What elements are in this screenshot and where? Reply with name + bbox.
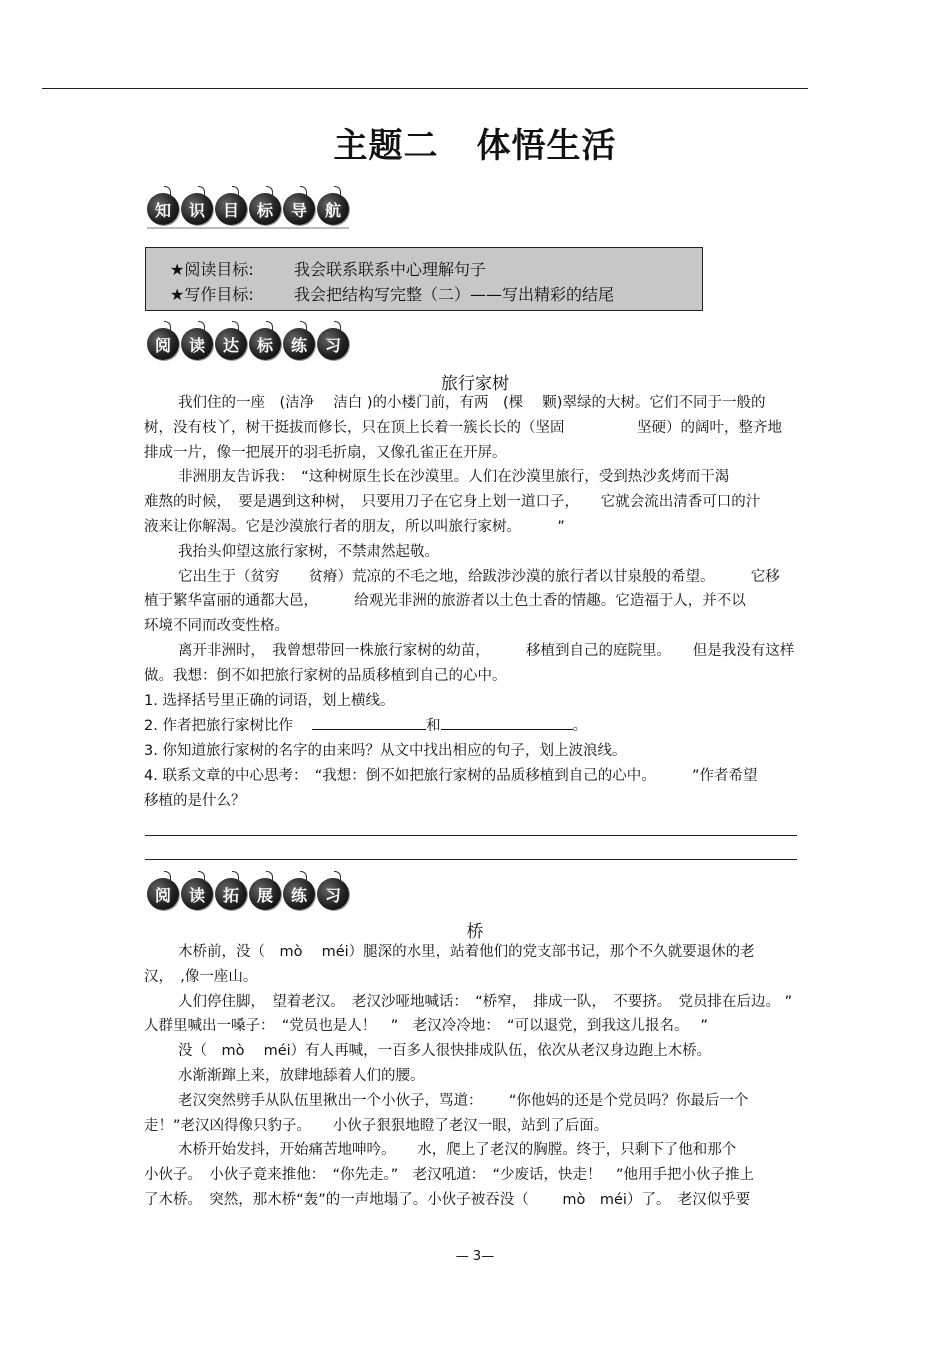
title-topic: 体悟生活 — [476, 126, 617, 166]
passage-line: 木桥开始发抖，开始痛苦地呻吟。 水，爬上了老汉的胸膛。终于，只剩下了他和那个 — [178, 1142, 737, 1159]
question-4-cont: 移植的是什么？ — [144, 792, 246, 809]
banner-ball: 拓 — [215, 878, 247, 910]
passage-line: 人群里喊出一嗓子： “党员也是人！ ” 老汉冷冷地： “可以退党，到我这儿报名。 ” — [144, 1018, 708, 1035]
question-3: 3. 你知道旅行家树的名字的由来吗？从文中找出相应的句子，划上波浪线。 — [144, 743, 627, 760]
passage1-title: 旅行家树 — [441, 374, 509, 394]
banner-ball: 知 — [147, 193, 179, 225]
banner-ball: 练 — [283, 878, 315, 910]
question-2-end: 。 — [572, 718, 588, 735]
passage-line: 走！”老汉凶得像只豹子。 小伙子狠狠地瞪了老汉一眼，站到了后面。 — [144, 1117, 609, 1134]
banner-ball: 读 — [181, 878, 213, 910]
passage2-title: 桥 — [466, 922, 484, 942]
top-rule — [42, 88, 808, 89]
passage-line: 它出生于（贫穷 贫瘠）荒凉的不毛之地，给跋涉沙漠的旅行者以甘泉般的希望。 它移 — [178, 568, 780, 585]
question-2 — [144, 713, 808, 739]
passage-line: 老汉突然劈手从队伍里揪出一个小伙子，骂道： “你他妈的还是个党员吗？你最后一个 — [178, 1092, 749, 1109]
passage-line: 排成一片，像一把展开的羽毛折扇，又像孔雀正在开屏。 — [144, 444, 507, 461]
banner-ball: 达 — [215, 328, 247, 360]
passage-line: 了木桥。 突然，那木桥“轰”的一声地塌了。小伙子被吞没（ mò méi）了。 老汉似乎要 — [144, 1191, 751, 1208]
reading-goal — [170, 257, 486, 280]
banner-ball: 标 — [249, 328, 281, 360]
passage-line: 我抬头仰望这旅行家树，不禁肃然起敬。 — [178, 543, 439, 560]
banner-ball: 识 — [181, 193, 213, 225]
banner-ball: 阅 — [147, 328, 179, 360]
reading-goal-label: ★阅读目标: — [170, 260, 254, 279]
question-2-text: 2. 作者把旅行家树比作 — [144, 718, 293, 735]
banner-ball: 航 — [317, 193, 349, 225]
page-number: — 3— — [455, 1249, 495, 1264]
banner-ball: 标 — [249, 193, 281, 225]
writing-goal-text: 我会把结构写完整（二）——写出精彩的结尾 — [294, 285, 615, 304]
passage1-body — [144, 391, 808, 814]
passage-line: 难熬的时候， 要是遇到这种树， 只要用刀子在它身上划一道口子， 它就会流出清香可口的汁 — [144, 494, 761, 511]
banner-ball: 导 — [283, 193, 315, 225]
passage-line: 液来让你解渴。它是沙漠旅行者的朋友，所以叫旅行家树。 ” — [144, 518, 565, 535]
answer-blank-1[interactable] — [312, 713, 426, 730]
banner-knowledge-goals — [147, 193, 349, 229]
writing-goal — [170, 282, 614, 305]
question-1: 1. 选择括号里正确的词语，划上横线。 — [144, 692, 395, 709]
passage-line: 环境不同而改变性格。 — [144, 618, 289, 635]
passage-line: 我们住的一座 (洁净 洁白 )的小楼门前，有两 (棵 颗)翠绿的大树。它们不同于一般的 — [178, 395, 766, 411]
passage-line: 木桥前，没（ mò méi）腿深的水里，站着他们的党支部书记，那个不久就要退休的老 — [178, 944, 755, 960]
question-2-and: 和 — [426, 718, 441, 735]
banner-ball: 练 — [283, 328, 315, 360]
question-4: 4. 联系文章的中心思考： “我想：倒不如把旅行家树的品质移植到自己的心中。 ”作者希望 — [144, 767, 758, 784]
banner-ball: 展 — [249, 878, 281, 910]
answer-blank-2[interactable] — [441, 713, 573, 730]
passage-line: 做。我想：倒不如把旅行家树的品质移植到自己的心中。 — [144, 667, 507, 684]
banner-reading-practice — [147, 328, 349, 360]
reading-goal-text: 我会联系联系中心理解句子 — [294, 260, 487, 279]
passage-line: 非洲朋友告诉我： “这种树原生长在沙漠里。人们在沙漠里旅行，受到热沙炙烤而干渴 — [178, 469, 730, 486]
passage-line: 汉， ,像一座山。 — [144, 968, 258, 985]
banner-underline — [147, 227, 349, 229]
passage-line: 没（ mò méi）有人再喊，一百多人很快排成队伍，依次从老汉身边跑上木桥。 — [178, 1043, 712, 1060]
banner-ball: 目 — [215, 193, 247, 225]
passage-line: 植于繁华富丽的通都大邑， 给观光非洲的旅游者以土色土香的情趣。它造福于人，并不以 — [144, 593, 746, 610]
passage-line: 离开非洲时， 我曾想带回一株旅行家树的幼苗， 移植到自己的庭院里。 但是我没有这样 — [178, 642, 795, 659]
banner-ball: 阅 — [147, 878, 179, 910]
banner-ball: 习 — [317, 878, 349, 910]
page-title — [0, 118, 950, 167]
writing-goal-label: ★写作目标: — [170, 285, 254, 304]
title-theme: 主题二 — [333, 126, 439, 166]
passage-line: 树，没有枝丫，树干挺拔而修长，只在顶上长着一簇长长的（坚固 坚硬）的阔叶，整齐地 — [144, 419, 782, 436]
banner-extended-reading — [147, 878, 349, 910]
banner-ball: 习 — [317, 328, 349, 360]
answer-line[interactable] — [145, 835, 797, 836]
passage-line: 人们停住脚， 望着老汉。 老汉沙哑地喊话： “桥窄， 排成一队， 不要挤。 党员排在后边。 ” — [178, 993, 793, 1010]
goals-box — [145, 247, 703, 311]
answer-line[interactable] — [145, 859, 797, 860]
passage2-body — [144, 940, 808, 1213]
banner-ball: 读 — [181, 328, 213, 360]
passage-line: 小伙子。 小伙子竟来推他： “你先走。” 老汉吼道： “少废话，快走！ ”他用手把小伙子推上 — [144, 1167, 755, 1184]
passage-line: 水渐渐蹿上来，放肆地舔着人们的腰。 — [178, 1067, 425, 1084]
